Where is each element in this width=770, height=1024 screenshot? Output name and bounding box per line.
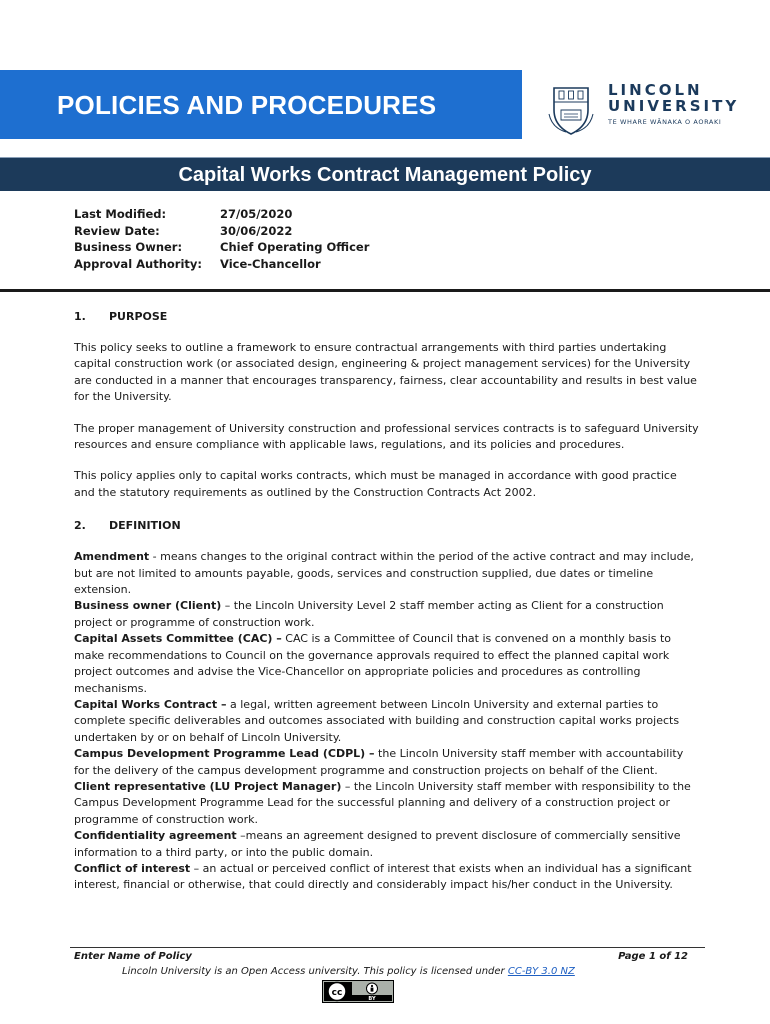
policy-title-bar	[0, 157, 770, 191]
policy-title: Capital Works Contract Management Policy	[178, 164, 592, 186]
definition-item	[74, 828, 699, 861]
purpose-paragraph: This policy seeks to outline a framework to ensure contractual arrangements with third parties undertaking capital construction work (or associated design, engineering & project management services) for the University are conducted in a manner that encourages transparency, fairness, clear accountability and results in best value for the University.	[74, 341, 697, 404]
svg-text:cc: cc	[331, 988, 343, 998]
meta-value: 27/05/2020	[220, 207, 293, 221]
definition-item	[74, 631, 699, 697]
definition-item	[74, 598, 699, 631]
section-heading-purpose	[74, 309, 699, 325]
cc-by-badge-icon[interactable]	[322, 980, 394, 1003]
university-crest-icon	[546, 80, 596, 136]
policy-body	[74, 309, 699, 894]
svg-text:BY: BY	[368, 996, 376, 1002]
purpose-paragraph: This policy applies only to capital works contracts, which must be managed in accordance with good practice and the statutory requirements as outlined by the Construction Contracts Act 2002.	[74, 469, 677, 499]
section-heading-definition	[74, 518, 699, 534]
header-banner	[0, 70, 522, 139]
logo-line-1: LINCOLN	[608, 81, 703, 99]
logo-line-2: UNIVERSITY	[608, 97, 740, 115]
definition-item	[74, 861, 699, 894]
license-link[interactable]: CC-BY 3.0 NZ	[507, 966, 575, 977]
meta-value: Vice-Chancellor	[220, 256, 321, 271]
definition-text: –means an agreement designed to prevent disclosure of commercially sensitive information to a third party, or into the public domain.	[74, 829, 681, 859]
section-number: 2.	[74, 519, 86, 533]
university-logo	[546, 80, 756, 136]
logo-wordmark	[608, 82, 739, 126]
definition-term: Amendment	[74, 550, 150, 564]
definition-item	[74, 746, 699, 779]
definition-text: – the Lincoln University Level 2 staff member acting as Client for a construction project or programme of construction work.	[74, 599, 664, 629]
meta-label: Approval Authority:	[74, 256, 203, 271]
definition-item	[74, 779, 699, 828]
definition-term: Business owner (Client)	[74, 599, 222, 613]
definition-text: the Lincoln University staff member with accountability for the delivery of the campus development programme and construction projects on behalf of the Client.	[74, 747, 684, 777]
purpose-paragraph: The proper management of University construction and professional services contracts is to safeguard University resources and ensure compliance with applicable laws, regulations, and its policies and procedures.	[74, 421, 699, 452]
banner-title: POLICIES AND PROCEDURES	[57, 90, 437, 120]
meta-label: Business Owner:	[74, 240, 183, 254]
section-number: 1.	[74, 310, 86, 323]
license-text: Lincoln University is an Open Access university. This policy is licensed under	[122, 966, 508, 977]
section-title: PURPOSE	[109, 310, 168, 323]
definition-text: a legal, written agreement between Lincoln University and external parties to complete specific deliverables and outcomes associated with building and construction capital works projects undertaken by or on behalf of Lincoln University.	[74, 697, 680, 744]
definition-term: Client representative (LU Project Manager)	[74, 779, 342, 793]
section-divider	[0, 289, 770, 292]
footer-policy-name: Enter Name of Policy	[74, 951, 192, 962]
definition-text: – an actual or perceived conflict of interest that exists when an individual has a significant interest, financial or otherwise, that could directly and considerably impact his/her conduct in the University.	[74, 861, 692, 892]
definition-item	[74, 549, 699, 598]
definition-item	[74, 697, 699, 746]
definition-text: - means changes to the original contract within the period of the active contract and may include, but are not limited to amounts payable, goods, services and construction supplied, due dates or timeline extension.	[74, 550, 694, 597]
definition-term: Capital Works Contract –	[74, 697, 227, 711]
logo-tagline: TE WHARE WĀNAKA O AORAKI	[608, 118, 722, 126]
footer-license-note	[122, 966, 575, 977]
footer-divider	[70, 947, 705, 948]
definition-text: CAC is a Committee of Council that is convened on a monthly basis to make recommendations to Council on the governance approvals required to effect the planned capital work project outcomes and advise the Vice-Chancellor on appropriate policies and procedures as controlling mechanisms.	[74, 632, 671, 695]
definition-term: Confidentiality agreement	[74, 829, 237, 843]
definition-term: Capital Assets Committee (CAC) –	[74, 632, 282, 646]
meta-value: 30/06/2022	[220, 223, 293, 238]
definition-term: Conflict of interest	[74, 861, 191, 875]
definition-text: – the Lincoln University staff member with responsibility to the Campus Development Programme Lead for the successful planning and delivery of a construction project or programme of construction work.	[74, 779, 691, 826]
section-title: DEFINITION	[109, 519, 181, 533]
footer-page-number: Page 1 of 12	[618, 951, 688, 962]
meta-label: Review Date:	[74, 223, 160, 238]
meta-label: Last Modified:	[74, 207, 167, 221]
meta-value: Chief Operating Officer	[220, 240, 370, 254]
definition-term: Campus Development Programme Lead (CDPL) –	[74, 747, 375, 761]
